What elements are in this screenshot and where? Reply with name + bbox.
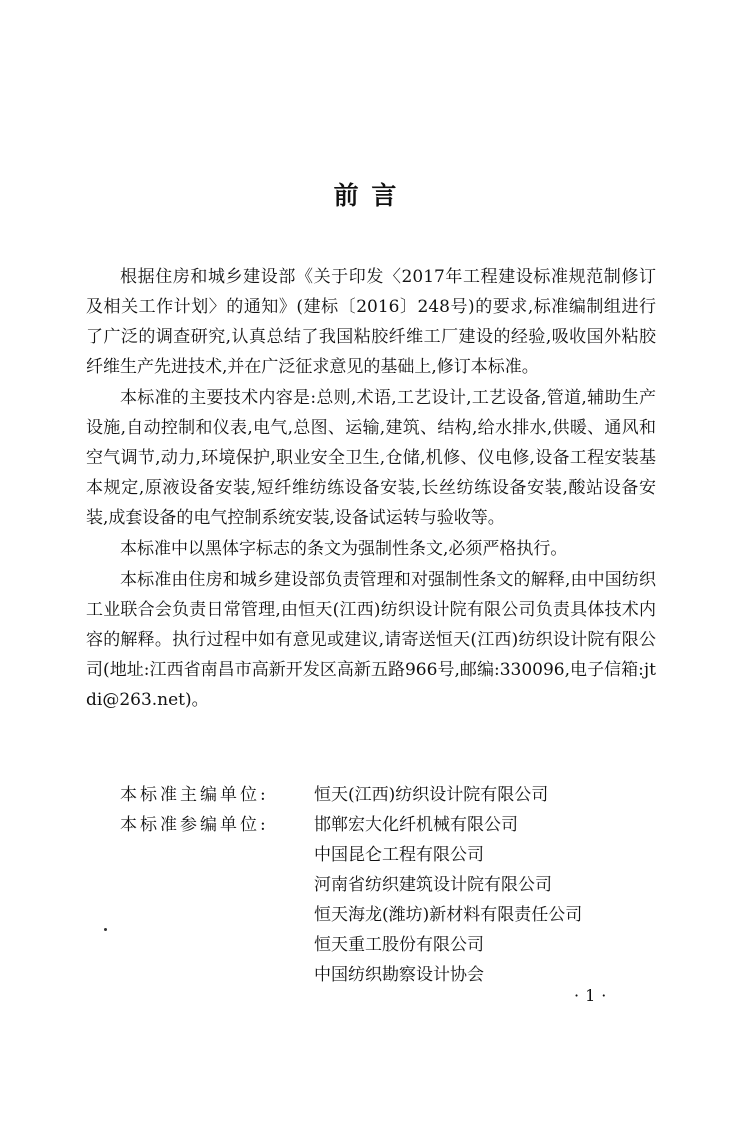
- participant-item: 河南省纺织建筑设计院有限公司: [314, 875, 552, 895]
- stray-dot-mark: [104, 928, 107, 931]
- participant-item: 恒天重工股份有限公司: [314, 935, 484, 955]
- participant-item: 恒天海龙(潍坊)新材料有限责任公司: [314, 905, 583, 925]
- chief-editor-label: 本标准主编单位:: [120, 785, 269, 805]
- participants-list: [314, 840, 680, 990]
- paragraph-mandatory: 本标准中以黑体字标志的条文为强制性条文,必须严格执行。: [120, 539, 568, 559]
- preface-body: [86, 262, 656, 715]
- participants-label: 本标准参编单位:: [120, 815, 269, 835]
- participant-item: 邯郸宏大化纤机械有限公司: [314, 815, 518, 835]
- chief-editor-row: [120, 780, 680, 810]
- page-title: 前 言: [333, 181, 399, 210]
- organizations-block: [120, 780, 680, 990]
- page-number: ·1·: [574, 986, 613, 1005]
- paragraph-contents: 本标准的主要技术内容是:总则,术语,工艺设计,工艺设备,管道,辅助生产设施,自动控制和仪表,电气,总图、运输,建筑、结构,给水排水,供暖、通风和空气调节,动力,环境保护,职业安全卫生,仓储,机修、仪电修,设备工程安装基本规定,原液设备安装,短纤维纺练设备安装,长丝纺练设备安装,酸站设备安装,成套设备的电气控制系统安装,设备试运转与验收等。: [86, 388, 656, 528]
- participant-item: 中国昆仑工程有限公司: [314, 845, 484, 865]
- chief-editor-value: 恒天(江西)纺织设计院有限公司: [314, 785, 549, 805]
- participant-item: 中国纺织勘察设计协会: [314, 965, 484, 985]
- paragraph-background: 根据住房和城乡建设部《关于印发〈2017年工程建设标准规范制修订及相关工作计划〉的通知》(建标〔2016〕248号)的要求,标准编制组进行了广泛的调查研究,认真总结了我国粘胶纤维工厂建设的经验,吸收国外粘胶纤维生产先进技术,并在广泛征求意见的基础上,修订本标准。: [86, 267, 656, 377]
- paragraph-management: 本标准由住房和城乡建设部负责管理和对强制性条文的解释,由中国纺织工业联合会负责日常管理,由恒天(江西)纺织设计院有限公司负责具体技术内容的解释。执行过程中如有意见或建议,请寄送恒天(江西)纺织设计院有限公司(地址:江西省南昌市高新开发区高新五路966号,邮编:330096,电子信箱:jtdi@263.net)。: [86, 570, 656, 710]
- participants-row: [120, 810, 680, 840]
